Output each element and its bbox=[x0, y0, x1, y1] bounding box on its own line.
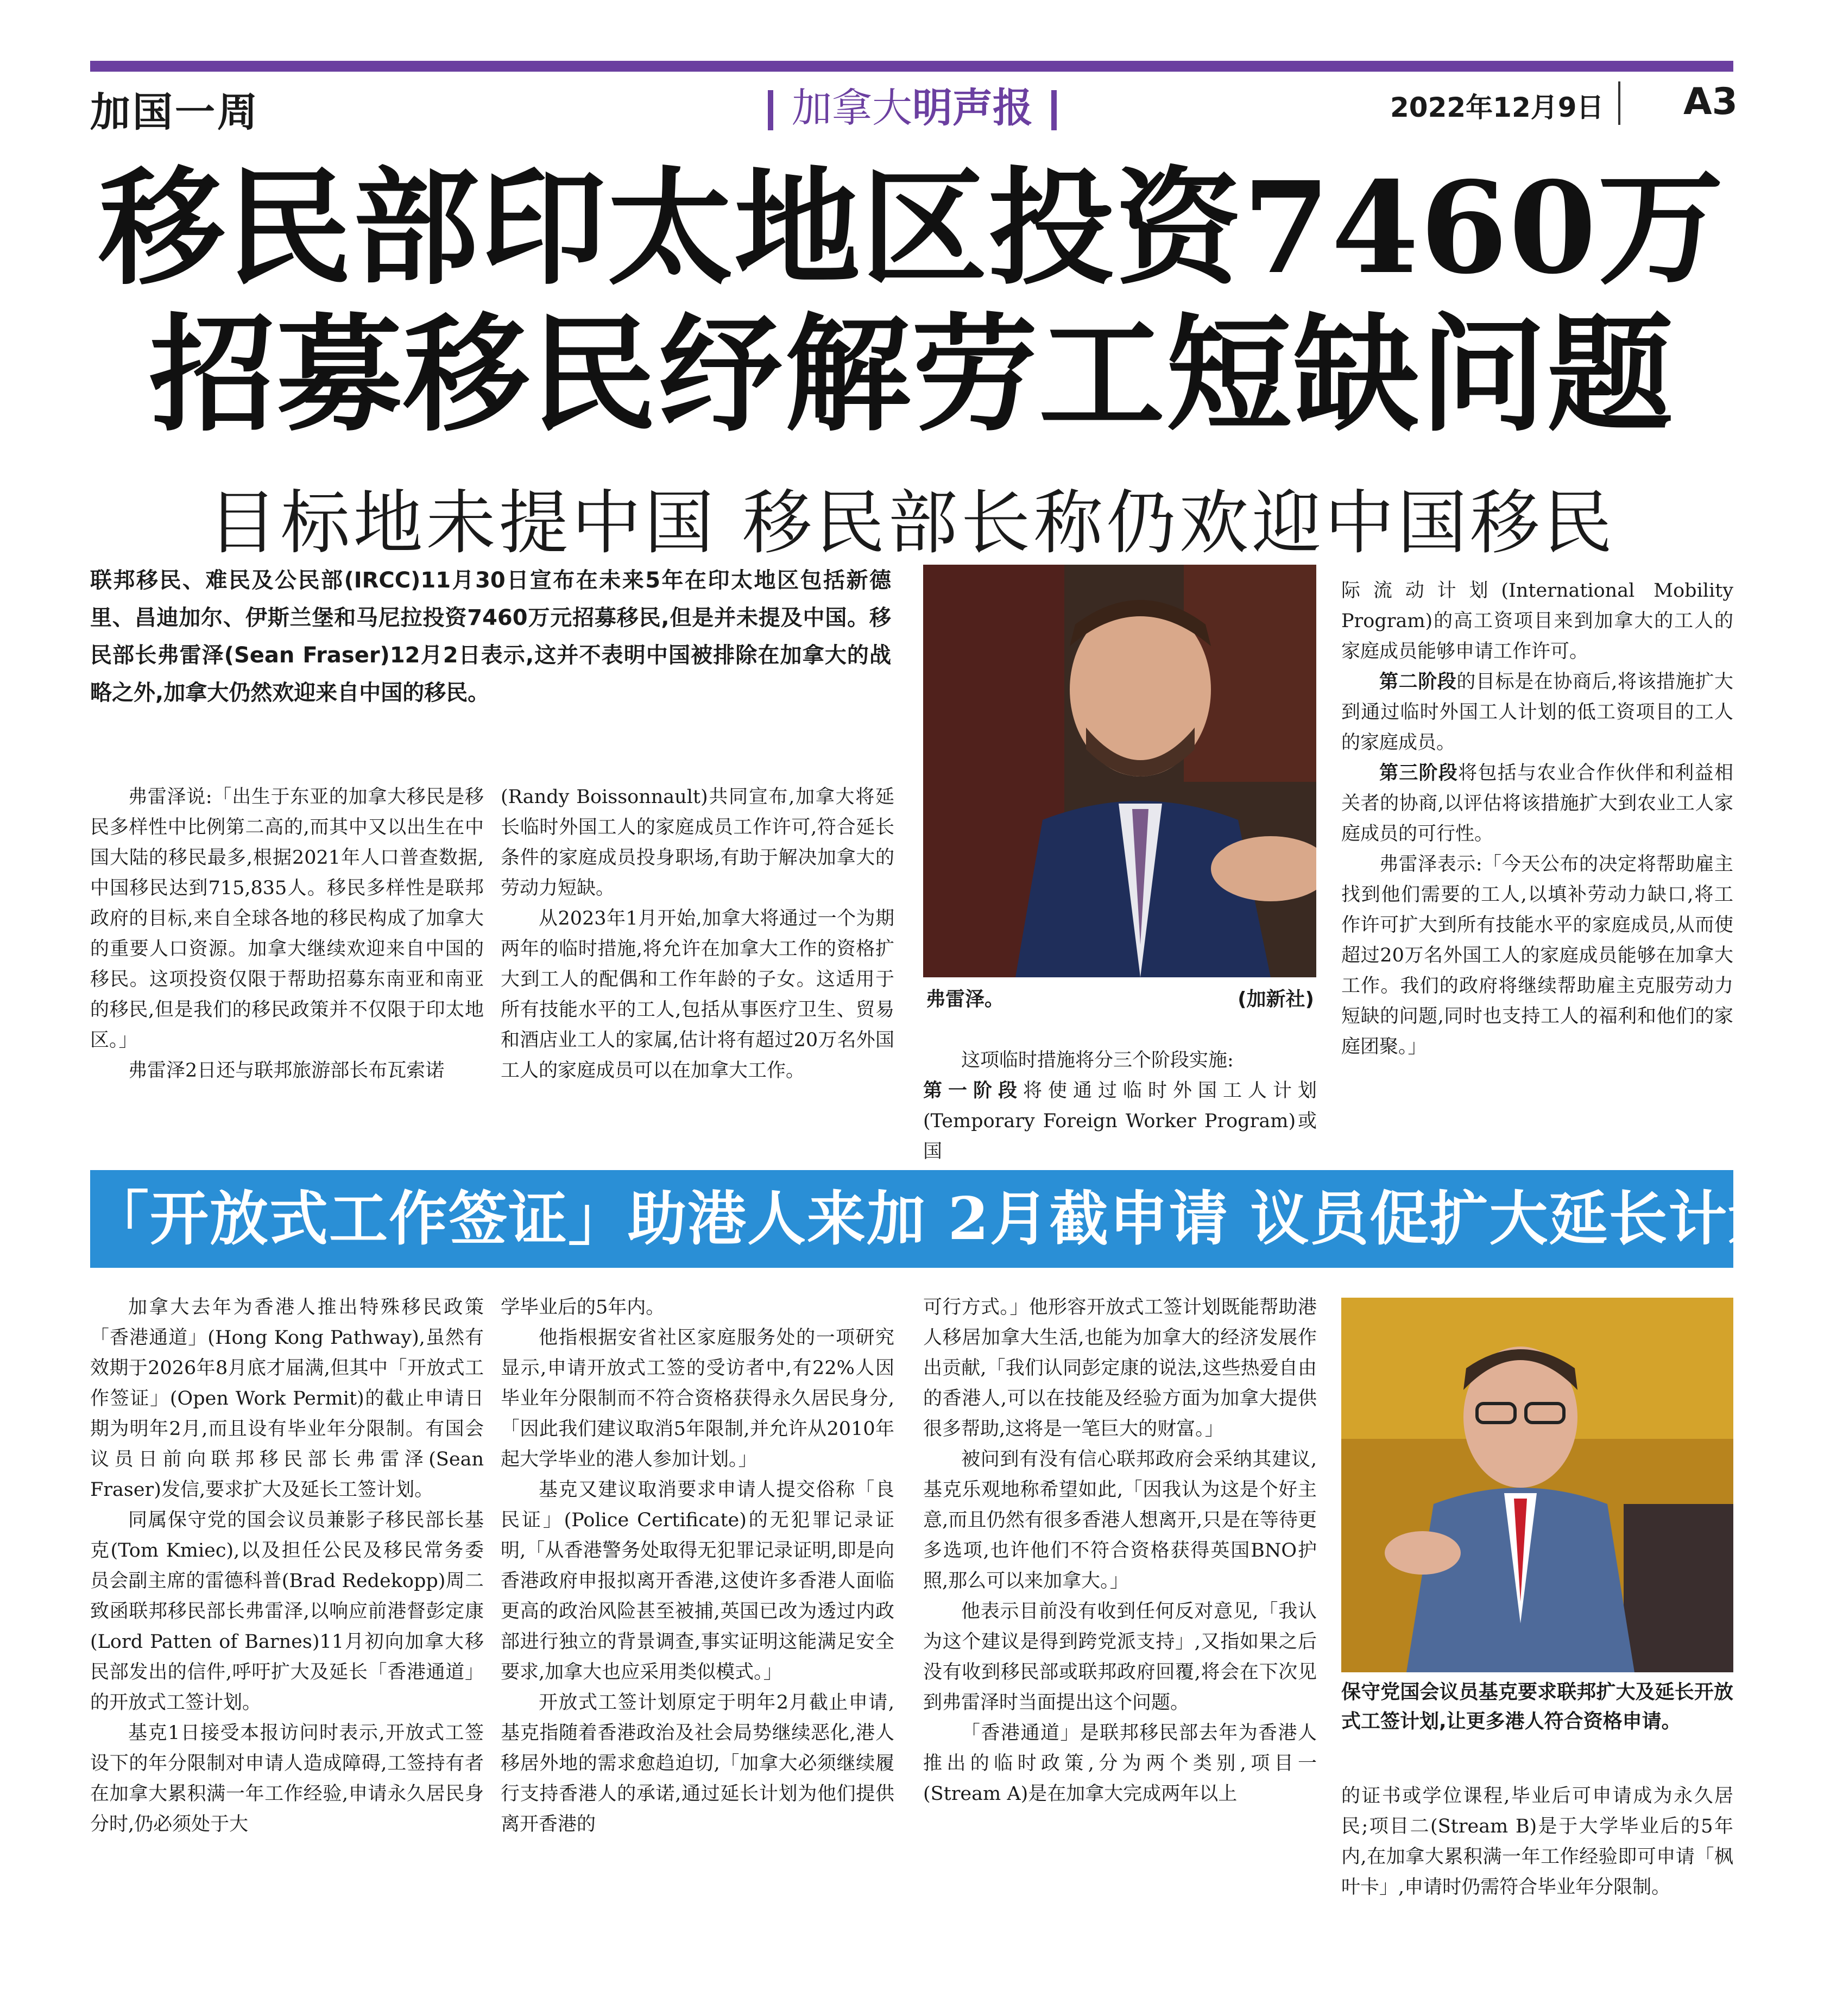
top-rule bbox=[90, 61, 1733, 72]
paragraph: 「香港通道」是联邦移民部去年为香港人推出的临时政策,分为两个类别,项目一(Stream A)是在加拿大完成两年以上 bbox=[923, 1722, 1317, 1805]
paragraph: 可行方式。」他形容开放式工签计划既能帮助港人移居加拿大生活,也能为加拿大的经济发展作出贡献,「我们认同彭定康的说法,这些热爱自由的香港人,可以在技能及经验方面为加拿大提供很多帮助,这将是一笔巨大的财富。」 bbox=[923, 1297, 1317, 1440]
caption-text: 弗雷泽。 bbox=[926, 988, 1005, 1010]
story2-column-3 bbox=[923, 1292, 1317, 1809]
paragraph: 加拿大去年为香港人推出特殊移民政策「香港通道」(Hong Kong Pathway),虽然有效期于2026年8月底才届满,但其中「开放式工作签证」(Open Work Permit)的截止申请日期为明年2月,而且设有毕业年分限制。有国会议员日前向联邦移民部长弗雷泽(Sean Fraser)发信,要求扩大及延长工签计划。 bbox=[90, 1297, 484, 1501]
stage-label: 第一阶段 bbox=[923, 1079, 1023, 1102]
portrait-illustration bbox=[923, 565, 1316, 977]
photo-tom-kmiec bbox=[1341, 1298, 1733, 1672]
masthead-bar-left bbox=[768, 90, 773, 130]
paragraph: (Randy Boissonnault)共同宣布,加拿大将延长临时外国工人的家庭成员工作许可,符合延长条件的家庭成员投身职场,有助于解决加拿大的劳动力短缺。 bbox=[501, 786, 894, 899]
stage-text: 将包括与农业合作伙伴和利益相关者的协商,以评估将该措施扩大到农业工人家庭成员的可行性。 bbox=[1341, 762, 1733, 845]
story1-column-2 bbox=[501, 782, 894, 1086]
story1-column-4 bbox=[1341, 576, 1733, 1062]
stage-label: 第三阶段 bbox=[1379, 762, 1459, 784]
subheadline: 目标地未提中国 移民部长称仍欢迎中国移民 bbox=[207, 483, 1616, 564]
paragraph: 这项临时措施将分三个阶段实施: bbox=[961, 1050, 1234, 1071]
paragraph: 同属保守党的国会议员兼影子移民部长基克(Tom Kmiec),以及担任公民及移民常务委员会副主席的雷德科普(Brad Redekopp)周二致函联邦移民部长弗雷泽,以响应前港督彭定康(Lord Patten of Barnes)11月初向加拿大移民部发出的信件,呼吁扩大及延长「香港通道」的开放式工签计划。 bbox=[90, 1509, 484, 1714]
story2-column-2 bbox=[501, 1292, 894, 1840]
masthead bbox=[739, 76, 1086, 134]
photo-caption: 保守党国会议员基克要求联邦扩大及延长开放式工签计划,让更多港人符合资格申请。 bbox=[1341, 1681, 1733, 1733]
paragraph bbox=[1341, 667, 1733, 758]
masthead-bold: 明声报 bbox=[912, 85, 1033, 131]
masthead-bar-right bbox=[1051, 90, 1057, 130]
paragraph bbox=[923, 1076, 1317, 1167]
paragraph: 基克又建议取消要求申请人提交俗称「良民证」(Police Certificate)的无犯罪记录证明,「从香港警务处取得无犯罪记录证明,即是向香港政府申报拟离开香港,这使许多香港人面临更高的政治风险甚至被捕,英国已改为透过内政部进行独立的背景调查,事实证明这能满足安全要求,加拿大也应采用类似模式。」 bbox=[501, 1479, 894, 1683]
story2-column-4 bbox=[1341, 1781, 1733, 1903]
paragraph: 基克1日接受本报访问时表示,开放式工签设下的年分限制对申请人造成障碍,工签持有者在加拿大累积满一年工作经验,申请永久居民身分时,仍必须处于大 bbox=[90, 1722, 484, 1835]
paragraph: 弗雷泽说:「出生于东亚的加拿大移民是移民多样性中比例第二高的,而其中又以出生在中国大陆的移民最多,根据2021年人口普查数据,中国移民达到715,835人。移民多样性是联邦政府的目标,来自全球各地的移民构成了加拿大的重要人口资源。加拿大继续欢迎来自中国的移民。这项投资仅限于帮助招募东南亚和南亚的移民,但是我们的移民政策并不仅限于印太地区。」 bbox=[90, 786, 484, 1051]
paragraph: 弗雷泽表示:「今天公布的决定将帮助雇主找到他们需要的工人,以填补劳动力缺口,将工作许可扩大到所有技能水平的家庭成员,从而使超过20万名外国工人的家庭成员能够在加拿大工作。我们的政府将继续帮助雇主克服劳动力短缺的问题,同时也支持工人的福利和他们的家庭团聚。」 bbox=[1341, 854, 1733, 1058]
paragraph: 他表示目前没有收到任何反对意见,「我认为这个建议是得到跨党派支持」,又指如果之后没有收到移民部或联邦政府回覆,将会在下次见到弗雷泽时当面提出这个问题。 bbox=[923, 1601, 1317, 1714]
story2-headline: 「开放式工作签证」助港人来加 2月截申请 议员促扩大延长计划 bbox=[90, 1185, 1788, 1253]
issue-date: 2022年12月9日 bbox=[1390, 92, 1604, 123]
paragraph bbox=[1341, 758, 1733, 849]
paragraph: 他指根据安省社区家庭服务处的一项研究显示,申请开放式工签的受访者中,有22%人因毕业年分限制而不符合资格获得永久居民身分,「因此我们建议取消5年限制,并允许从2010年起大学毕业的港人参加计划。」 bbox=[501, 1327, 894, 1470]
story1-column-1 bbox=[90, 782, 484, 1086]
story1-column-3 bbox=[923, 1045, 1317, 1167]
stage-text: 将使通过临时外国工人计划(Temporary Foreign Worker Program)或国 bbox=[923, 1080, 1317, 1162]
stage-text: 的目标是在协商后,将该措施扩大到通过临时外国工人计划的低工资项目的工人的家庭成员。 bbox=[1341, 671, 1733, 754]
paragraph: 际流动计划(International Mobility Program)的高工资项目来到加拿大的工人的家庭成员能够申请工作许可。 bbox=[1341, 580, 1733, 662]
paragraph: 学毕业后的5年内。 bbox=[501, 1297, 665, 1318]
photo-sean-fraser bbox=[923, 565, 1316, 977]
paragraph: 弗雷泽2日还与联邦旅游部长布瓦索诺 bbox=[128, 1060, 445, 1082]
photo-caption bbox=[926, 984, 1314, 1012]
story2-column-1 bbox=[90, 1292, 484, 1840]
paragraph: 从2023年1月开始,加拿大将通过一个为期两年的临时措施,将允许在加拿大工作的资格扩大到工人的配偶和工作年龄的子女。这适用于所有技能水平的工人,包括从事医疗卫生、贸易和酒店业工人的家属,估计将有超过20万名外国工人的家庭成员可以在加拿大工作。 bbox=[501, 908, 894, 1082]
headline-line-2: 招募移民纾解劳工短缺问题 bbox=[149, 300, 1674, 448]
paragraph: 的证书或学位课程,毕业后可申请成为永久居民;项目二(Stream B)是于大学毕业后的5年内,在加拿大累积满一年工作经验即可申请「枫叶卡」,申请时仍需符合毕业年分限制。 bbox=[1341, 1785, 1733, 1898]
section-name: 加国一周 bbox=[90, 89, 260, 136]
paragraph: 开放式工签计划原定于明年2月截止申请,基克指随着香港政治及社会局势继续恶化,港人移居外地的需求愈趋迫切,「加拿大必须继续履行支持香港人的承诺,通过延长计划为他们提供离开香港的 bbox=[501, 1692, 894, 1835]
photo-credit: (加新社) bbox=[1238, 988, 1314, 1010]
paragraph: 被问到有没有信心联邦政府会采纳其建议,基克乐观地称希望如此,「因我认为这是个好主意,而且仍然有很多香港人想离开,只是在等待更多选项,也许他们不符合资格获得英国BNO护照,那么可以来加拿大。」 bbox=[923, 1449, 1317, 1592]
lead-paragraph: 联邦移民、难民及公民部(IRCC)11月30日宣布在未来5年在印太地区包括新德里、昌迪加尔、伊斯兰堡和马尼拉投资7460万元招募移民,但是并未提及中国。移民部长弗雷泽(Sean Fraser)12月2日表示,这并不表明中国被排除在加拿大的战略之外,加拿大仍然欢迎来自中国的移民。 bbox=[90, 568, 891, 705]
stage-label: 第二阶段 bbox=[1379, 671, 1457, 693]
page-number: A3 bbox=[1683, 80, 1738, 123]
masthead-prefix: 加拿大 bbox=[792, 85, 912, 131]
date-separator bbox=[1618, 81, 1620, 125]
headline-line-1: 移民部印太地区投资7460万 bbox=[99, 154, 1725, 302]
portrait-illustration bbox=[1341, 1298, 1733, 1672]
